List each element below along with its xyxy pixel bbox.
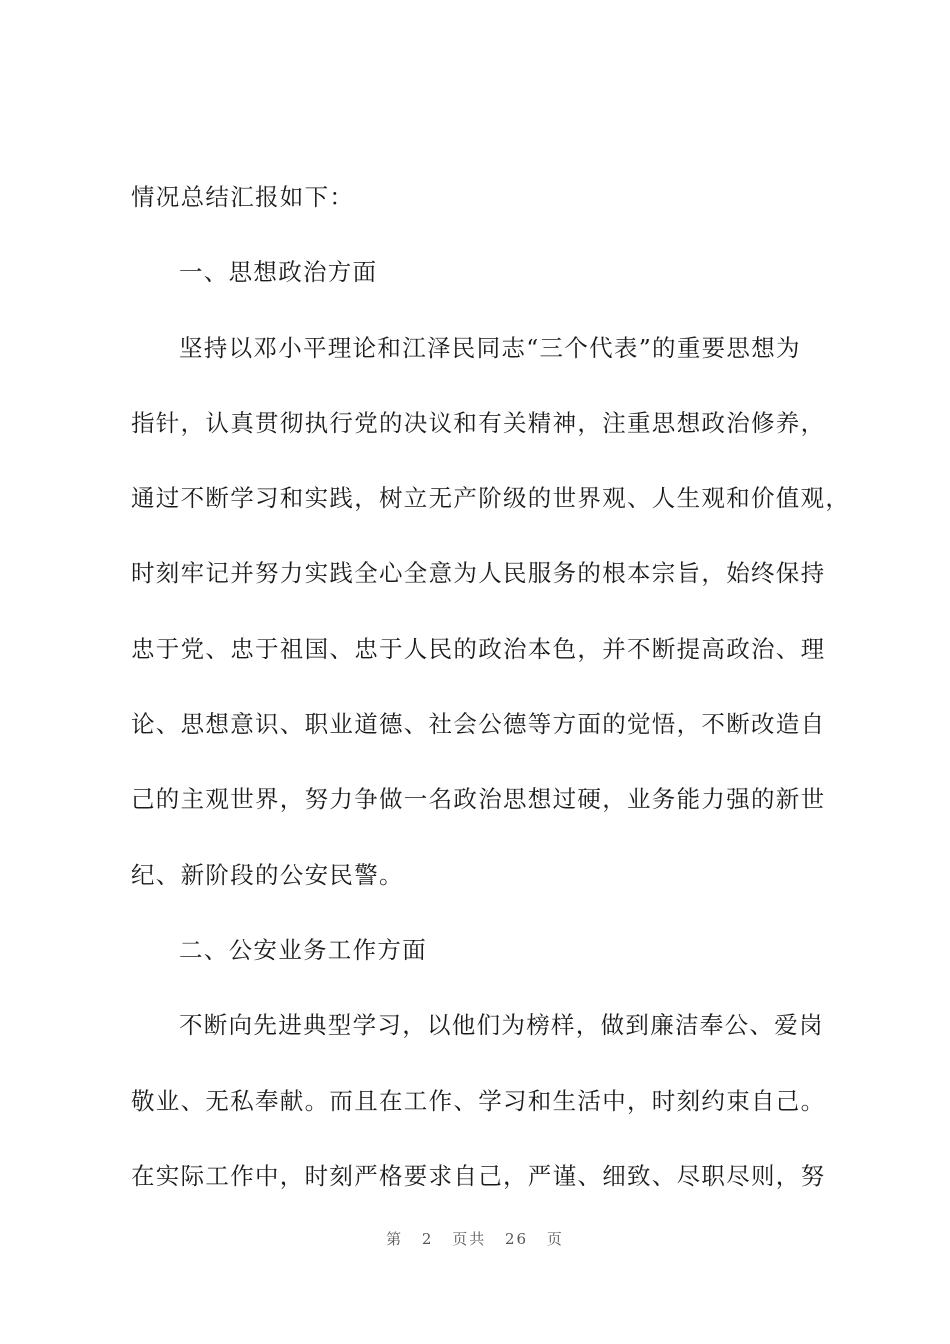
text-line: 通过不断学习和实践，树立无产阶级的世界观、人生观和价值观， [131, 484, 851, 513]
document-body [131, 174, 851, 1228]
section-heading: 二、公安业务工作方面 [179, 935, 427, 964]
text-line: 指针，认真贯彻执行党的决议和有关精神，注重思想政治修养， [131, 408, 826, 437]
text-line: 己的主观世界，努力争做一名政治思想过硬，业务能力强的新世 [131, 785, 826, 814]
footer-total-pages: 26 [505, 1230, 529, 1248]
text-line: 忠于党、忠于祖国、忠于人民的政治本色，并不断提高政治、理 [131, 634, 826, 663]
text-line: 时刻牢记并努力实践全心全意为人民服务的根本宗旨，始终保持 [131, 559, 826, 588]
section-heading: 一、思想政治方面 [179, 258, 378, 287]
footer-middle: 页共 [452, 1230, 487, 1248]
footer-prefix: 第 [386, 1230, 404, 1248]
footer-suffix: 页 [546, 1230, 564, 1248]
text-line: 在实际工作中，时刻严格要求自己，严谨、细致、尽职尽则，努 [131, 1161, 826, 1190]
text-line: 不断向先进典型学习，以他们为榜样，做到廉洁奉公、爱岗 [179, 1011, 824, 1040]
text-line: 坚持以邓小平理论和江泽民同志“三个代表”的重要思想为 [179, 333, 801, 362]
text-line: 敬业、无私奉献。而且在工作、学习和生活中，时刻约束自己。 [131, 1086, 826, 1115]
text-line: 情况总结汇报如下： [131, 183, 355, 211]
footer-current-page: 2 [421, 1230, 434, 1248]
text-line: 论、思想意识、职业道德、社会公德等方面的觉悟，不断改造自 [131, 710, 826, 739]
text-line: 纪、新阶段的公安民警。 [131, 860, 404, 889]
page-number-footer [0, 1228, 950, 1249]
